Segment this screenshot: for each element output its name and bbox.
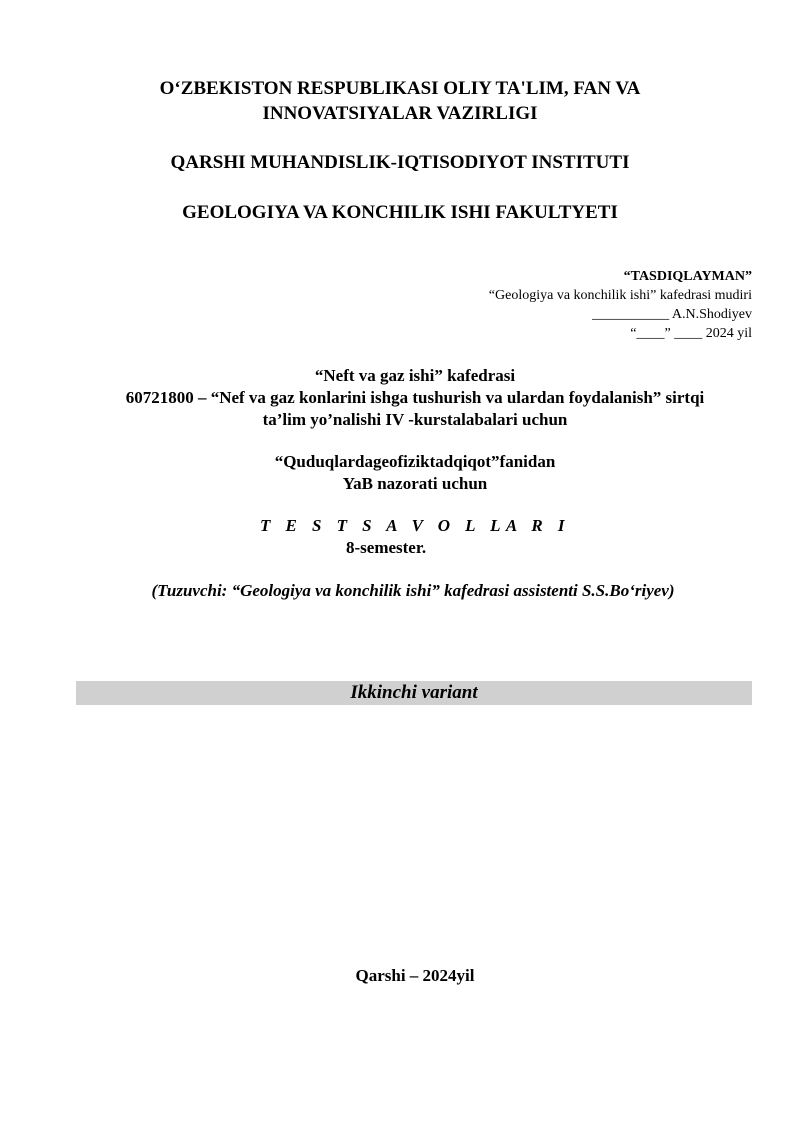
author-note: (Tuzuvchi: “Geologiya va konchilik ishi” kafedrasi assistenti S.S.Bo‘riyev) xyxy=(151,581,675,600)
approval-position: “Geologiya va konchilik ishi” kafedrasi mudiri xyxy=(488,288,752,303)
test-title xyxy=(15,515,800,537)
variant-label: Ikkinchi variant xyxy=(350,682,478,703)
ministry-title-line1: O‘ZBEKISTON RESPUBLIKASI OLIY TA'LIM, FAN VA xyxy=(159,78,641,99)
approval-title: “TASDIQLAYMAN” xyxy=(623,269,752,284)
approval-signature: ___________ A.N.Shodiyev xyxy=(592,307,752,322)
approval-date: “____” ____ 2024 yil xyxy=(630,326,752,341)
department-name: “Neft va gaz ishi” kafedrasi xyxy=(314,366,516,385)
institute-title: QARSHI MUHANDISLIK-IQTISODIYOT INSTITUTI xyxy=(170,152,630,173)
ministry-title-line2: INNOVATSIYALAR VAZIRLIGI xyxy=(262,103,538,124)
program-line1: 60721800 – “Nef va gaz konlarini ishga tushurish va ulardan foydalanish” sirtqi xyxy=(125,388,705,407)
variant-banner xyxy=(76,681,752,705)
subject-name: “Quduqlardageofiziktadqiqot”fanidan xyxy=(274,452,556,471)
control-type: YaB nazorati uchun xyxy=(342,474,488,493)
footer-place-year: Qarshi – 2024yil xyxy=(355,966,475,985)
program-line2: ta’lim yo’nalishi IV -kurstalabalari uchun xyxy=(262,410,568,429)
test-title-text: T E S T S A V O L LA R I xyxy=(260,516,570,535)
semester: 8-semester. xyxy=(346,538,427,557)
faculty-title: GEOLOGIYA VA KONCHILIK ISHI FAKULTYETI xyxy=(182,202,618,223)
